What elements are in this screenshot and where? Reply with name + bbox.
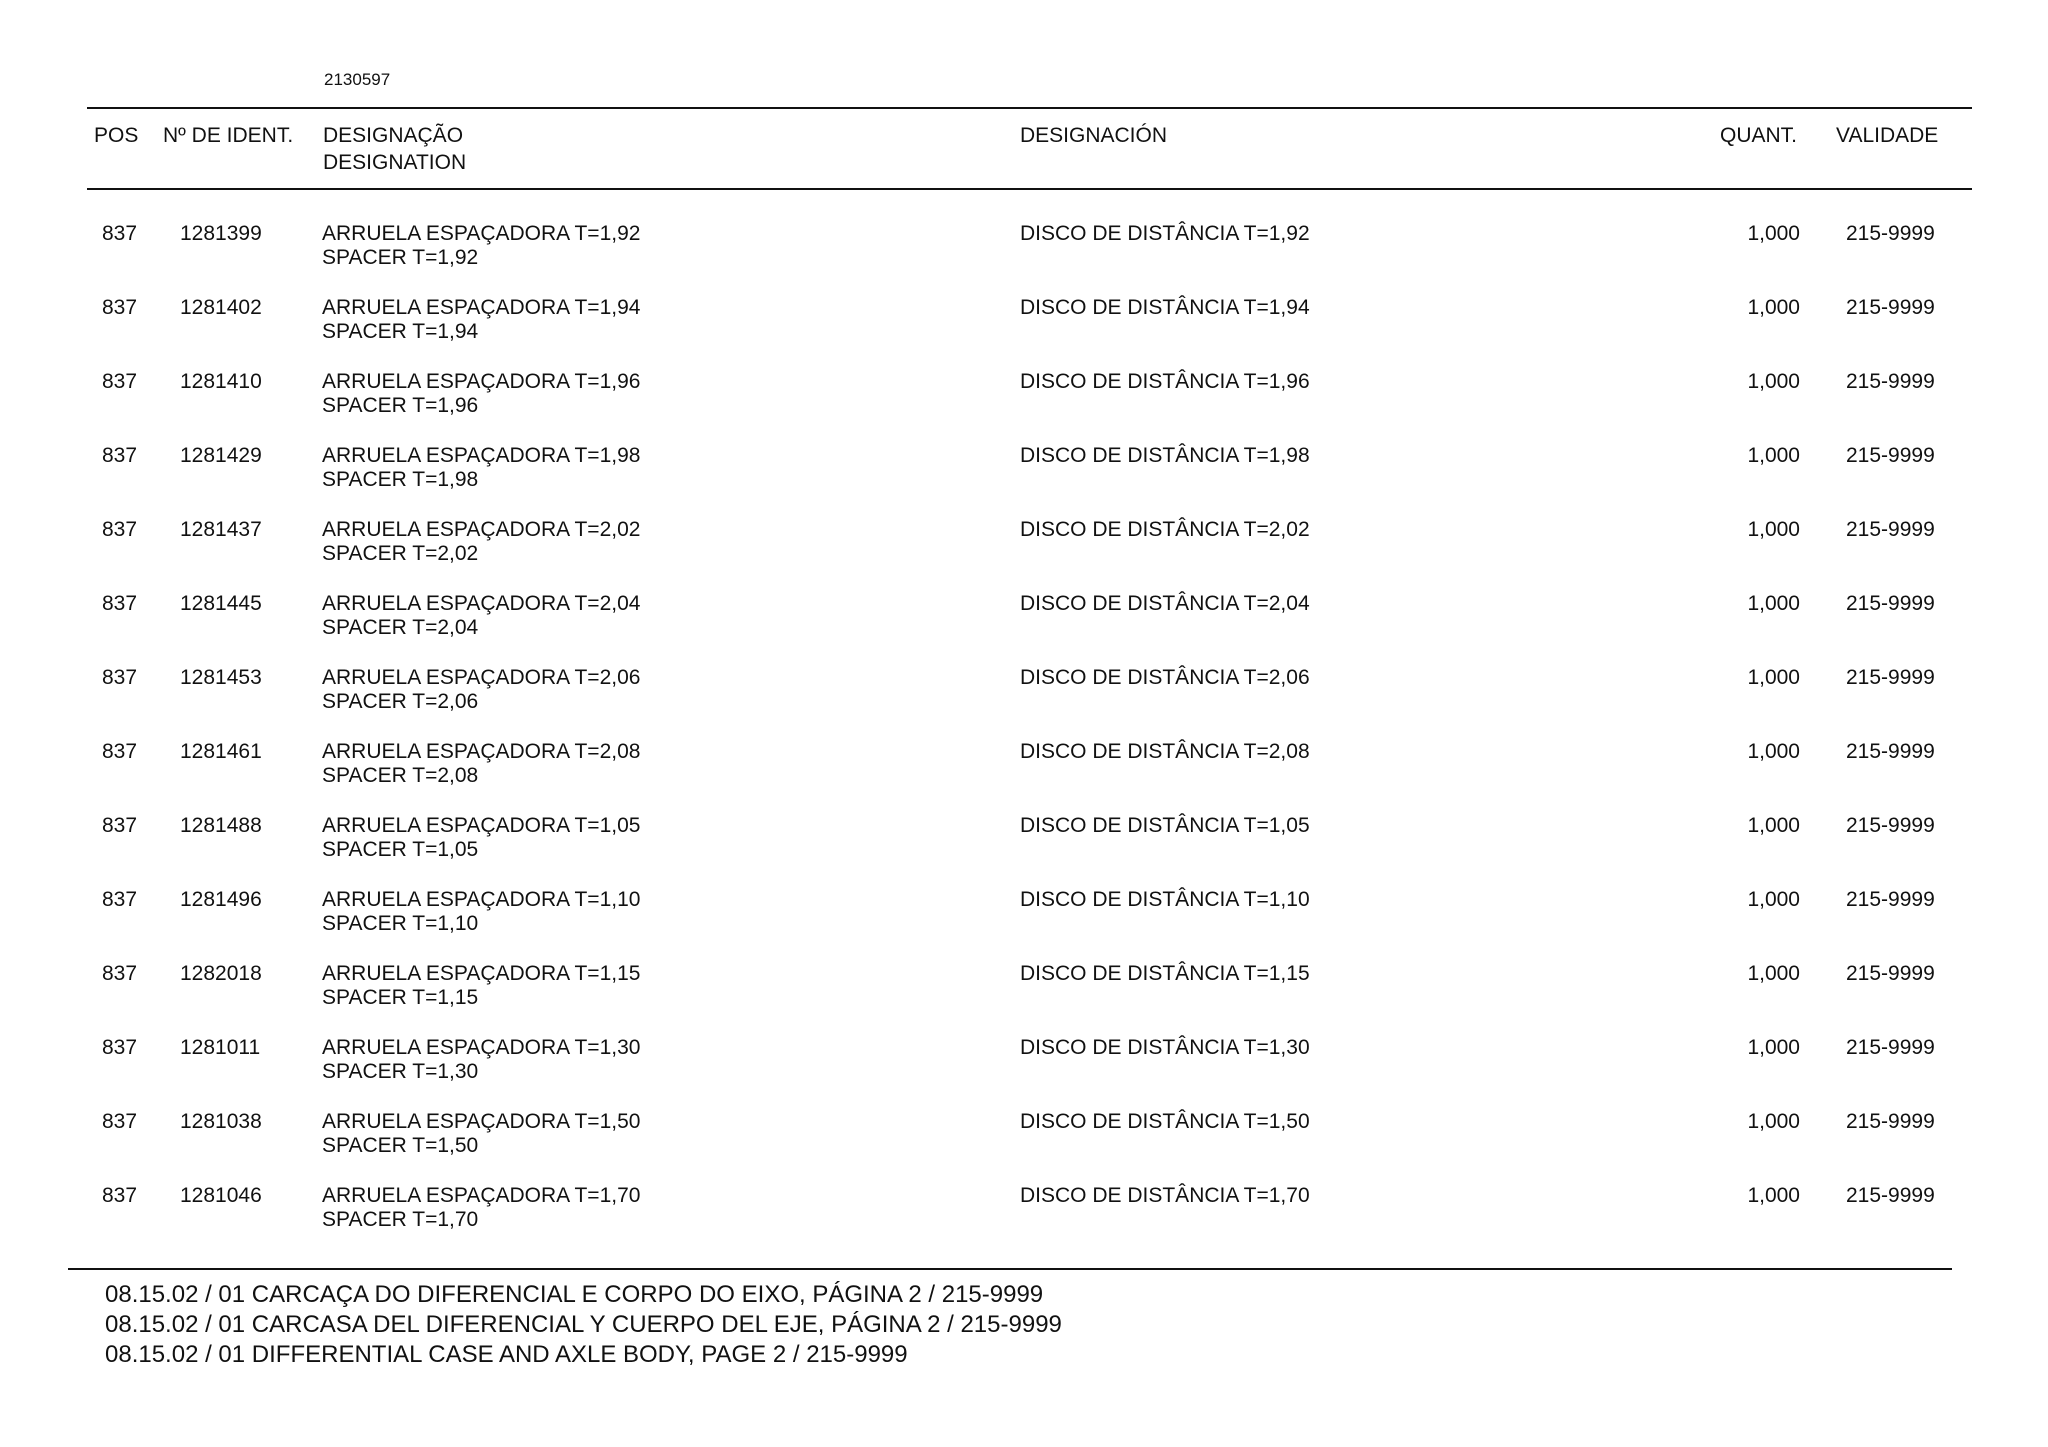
row-ident: 1281410 bbox=[180, 370, 262, 393]
row-designacion: DISCO DE DISTÂNCIA T=1,50 bbox=[1020, 1110, 1310, 1133]
row-quant: 1,000 bbox=[1747, 814, 1800, 837]
header-designation bbox=[323, 122, 466, 176]
row-designation-en: SPACER T=2,04 bbox=[322, 616, 479, 639]
row-designacion: DISCO DE DISTÂNCIA T=2,08 bbox=[1020, 740, 1310, 763]
row-ident: 1281402 bbox=[180, 296, 262, 319]
row-designacao: ARRUELA ESPAÇADORA T=1,15 bbox=[322, 962, 641, 985]
row-ident: 1281429 bbox=[180, 444, 262, 467]
row-designacao: ARRUELA ESPAÇADORA T=2,02 bbox=[322, 518, 641, 541]
row-ident: 1281437 bbox=[180, 518, 262, 541]
row-designacao: ARRUELA ESPAÇADORA T=1,70 bbox=[322, 1184, 641, 1207]
row-designacao: ARRUELA ESPAÇADORA T=1,92 bbox=[322, 222, 641, 245]
footer-line-pt: 08.15.02 / 01 CARCAÇA DO DIFERENCIAL E CORPO DO EIXO, PÁGINA 2 / 215-9999 bbox=[105, 1281, 1044, 1308]
row-pos: 837 bbox=[102, 370, 138, 393]
footer-line-en: 08.15.02 / 01 DIFFERENTIAL CASE AND AXLE BODY, PAGE 2 / 215-9999 bbox=[105, 1341, 908, 1368]
row-quant: 1,000 bbox=[1747, 1110, 1800, 1133]
row-quant: 1,000 bbox=[1747, 592, 1800, 615]
row-designation-en: SPACER T=1,10 bbox=[322, 912, 479, 935]
row-designacion: DISCO DE DISTÂNCIA T=1,15 bbox=[1020, 962, 1310, 985]
row-designacion: DISCO DE DISTÂNCIA T=1,96 bbox=[1020, 370, 1310, 393]
row-designation-en: SPACER T=1,94 bbox=[322, 320, 479, 343]
row-designacion: DISCO DE DISTÂNCIA T=1,98 bbox=[1020, 444, 1310, 467]
row-pos: 837 bbox=[102, 222, 138, 245]
row-pos: 837 bbox=[102, 1036, 138, 1059]
row-validade: 215-9999 bbox=[1846, 888, 1935, 911]
parts-table bbox=[0, 222, 2048, 1258]
row-designacao: ARRUELA ESPAÇADORA T=1,96 bbox=[322, 370, 641, 393]
footer-line-es: 08.15.02 / 01 CARCASA DEL DIFERENCIAL Y CUERPO DEL EJE, PÁGINA 2 / 215-9999 bbox=[105, 1311, 1062, 1338]
table-row bbox=[0, 296, 2048, 370]
header-ident: Nº DE IDENT. bbox=[163, 124, 294, 147]
row-pos: 837 bbox=[102, 518, 138, 541]
row-designacion: DISCO DE DISTÂNCIA T=1,92 bbox=[1020, 222, 1310, 245]
row-designation-en: SPACER T=1,92 bbox=[322, 246, 479, 269]
row-pos: 837 bbox=[102, 740, 138, 763]
table-row bbox=[0, 1184, 2048, 1258]
row-quant: 1,000 bbox=[1747, 1036, 1800, 1059]
row-designacao: ARRUELA ESPAÇADORA T=1,10 bbox=[322, 888, 641, 911]
row-ident: 1281496 bbox=[180, 888, 262, 911]
row-designacion: DISCO DE DISTÂNCIA T=2,06 bbox=[1020, 666, 1310, 689]
row-validade: 215-9999 bbox=[1846, 296, 1935, 319]
row-designacion: DISCO DE DISTÂNCIA T=2,02 bbox=[1020, 518, 1310, 541]
row-ident: 1282018 bbox=[180, 962, 262, 985]
row-designation-en: SPACER T=2,08 bbox=[322, 764, 479, 787]
row-pos: 837 bbox=[102, 592, 138, 615]
document-code: 2130597 bbox=[324, 70, 391, 89]
header-rule bbox=[87, 188, 1972, 190]
row-validade: 215-9999 bbox=[1846, 1110, 1935, 1133]
row-pos: 837 bbox=[102, 666, 138, 689]
row-validade: 215-9999 bbox=[1846, 1036, 1935, 1059]
header-designacao: DESIGNAÇÃO bbox=[323, 124, 464, 147]
header-designation-en: DESIGNATION bbox=[323, 151, 467, 174]
row-designacion: DISCO DE DISTÂNCIA T=1,30 bbox=[1020, 1036, 1310, 1059]
row-designation-en: SPACER T=1,98 bbox=[322, 468, 479, 491]
header-pos: POS bbox=[94, 124, 139, 147]
row-quant: 1,000 bbox=[1747, 962, 1800, 985]
row-ident: 1281011 bbox=[180, 1036, 261, 1059]
row-quant: 1,000 bbox=[1747, 370, 1800, 393]
row-designacao: ARRUELA ESPAÇADORA T=1,30 bbox=[322, 1036, 641, 1059]
row-pos: 837 bbox=[102, 296, 138, 319]
table-row bbox=[0, 888, 2048, 962]
row-designacao: ARRUELA ESPAÇADORA T=1,94 bbox=[322, 296, 641, 319]
row-pos: 837 bbox=[102, 814, 138, 837]
row-designation-en: SPACER T=1,96 bbox=[322, 394, 479, 417]
row-quant: 1,000 bbox=[1747, 740, 1800, 763]
row-ident: 1281461 bbox=[180, 740, 262, 763]
row-designation-en: SPACER T=2,06 bbox=[322, 690, 479, 713]
row-quant: 1,000 bbox=[1747, 666, 1800, 689]
row-quant: 1,000 bbox=[1747, 296, 1800, 319]
row-ident: 1281399 bbox=[180, 222, 262, 245]
row-designacion: DISCO DE DISTÂNCIA T=1,05 bbox=[1020, 814, 1310, 837]
table-row bbox=[0, 1036, 2048, 1110]
row-designation-en: SPACER T=1,05 bbox=[322, 838, 479, 861]
row-designacao: ARRUELA ESPAÇADORA T=2,08 bbox=[322, 740, 641, 763]
row-ident: 1281488 bbox=[180, 814, 262, 837]
table-row bbox=[0, 666, 2048, 740]
row-validade: 215-9999 bbox=[1846, 1184, 1935, 1207]
row-validade: 215-9999 bbox=[1846, 592, 1935, 615]
row-designacion: DISCO DE DISTÂNCIA T=1,70 bbox=[1020, 1184, 1310, 1207]
row-quant: 1,000 bbox=[1747, 222, 1800, 245]
row-ident: 1281046 bbox=[180, 1184, 262, 1207]
table-row bbox=[0, 1110, 2048, 1184]
row-ident: 1281445 bbox=[180, 592, 262, 615]
row-designacao: ARRUELA ESPAÇADORA T=2,06 bbox=[322, 666, 641, 689]
table-row bbox=[0, 962, 2048, 1036]
header-quant: QUANT. bbox=[1720, 124, 1798, 147]
header-validade: VALIDADE bbox=[1836, 124, 1939, 147]
row-designacion: DISCO DE DISTÂNCIA T=1,10 bbox=[1020, 888, 1310, 911]
table-row bbox=[0, 444, 2048, 518]
row-designacao: ARRUELA ESPAÇADORA T=1,98 bbox=[322, 444, 641, 467]
row-designation-en: SPACER T=1,70 bbox=[322, 1208, 479, 1231]
table-row bbox=[0, 518, 2048, 592]
row-designacion: DISCO DE DISTÂNCIA T=2,04 bbox=[1020, 592, 1310, 615]
footer-rule bbox=[68, 1268, 1952, 1270]
row-designacao: ARRUELA ESPAÇADORA T=1,05 bbox=[322, 814, 641, 837]
row-quant: 1,000 bbox=[1747, 888, 1800, 911]
row-validade: 215-9999 bbox=[1846, 370, 1935, 393]
footer bbox=[105, 1280, 1062, 1370]
row-validade: 215-9999 bbox=[1846, 962, 1935, 985]
table-row bbox=[0, 592, 2048, 666]
row-ident: 1281038 bbox=[180, 1110, 262, 1133]
row-designation-en: SPACER T=1,50 bbox=[322, 1134, 479, 1157]
row-validade: 215-9999 bbox=[1846, 666, 1935, 689]
row-designation-en: SPACER T=1,15 bbox=[322, 986, 479, 1009]
row-designation-en: SPACER T=2,02 bbox=[322, 542, 479, 565]
header-designacion: DESIGNACIÓN bbox=[1020, 124, 1168, 147]
row-validade: 215-9999 bbox=[1846, 518, 1935, 541]
table-row bbox=[0, 814, 2048, 888]
row-pos: 837 bbox=[102, 962, 138, 985]
top-rule bbox=[87, 107, 1972, 109]
row-quant: 1,000 bbox=[1747, 444, 1800, 467]
row-designacion: DISCO DE DISTÂNCIA T=1,94 bbox=[1020, 296, 1310, 319]
row-pos: 837 bbox=[102, 888, 138, 911]
row-pos: 837 bbox=[102, 444, 138, 467]
row-validade: 215-9999 bbox=[1846, 740, 1935, 763]
row-validade: 215-9999 bbox=[1846, 444, 1935, 467]
row-quant: 1,000 bbox=[1747, 518, 1800, 541]
table-row bbox=[0, 370, 2048, 444]
row-pos: 837 bbox=[102, 1110, 138, 1133]
row-designacao: ARRUELA ESPAÇADORA T=2,04 bbox=[322, 592, 641, 615]
row-validade: 215-9999 bbox=[1846, 222, 1935, 245]
table-row bbox=[0, 740, 2048, 814]
row-validade: 215-9999 bbox=[1846, 814, 1935, 837]
row-pos: 837 bbox=[102, 1184, 138, 1207]
row-ident: 1281453 bbox=[180, 666, 262, 689]
row-designacao: ARRUELA ESPAÇADORA T=1,50 bbox=[322, 1110, 641, 1133]
row-designation-en: SPACER T=1,30 bbox=[322, 1060, 479, 1083]
table-row bbox=[0, 222, 2048, 296]
row-quant: 1,000 bbox=[1747, 1184, 1800, 1207]
